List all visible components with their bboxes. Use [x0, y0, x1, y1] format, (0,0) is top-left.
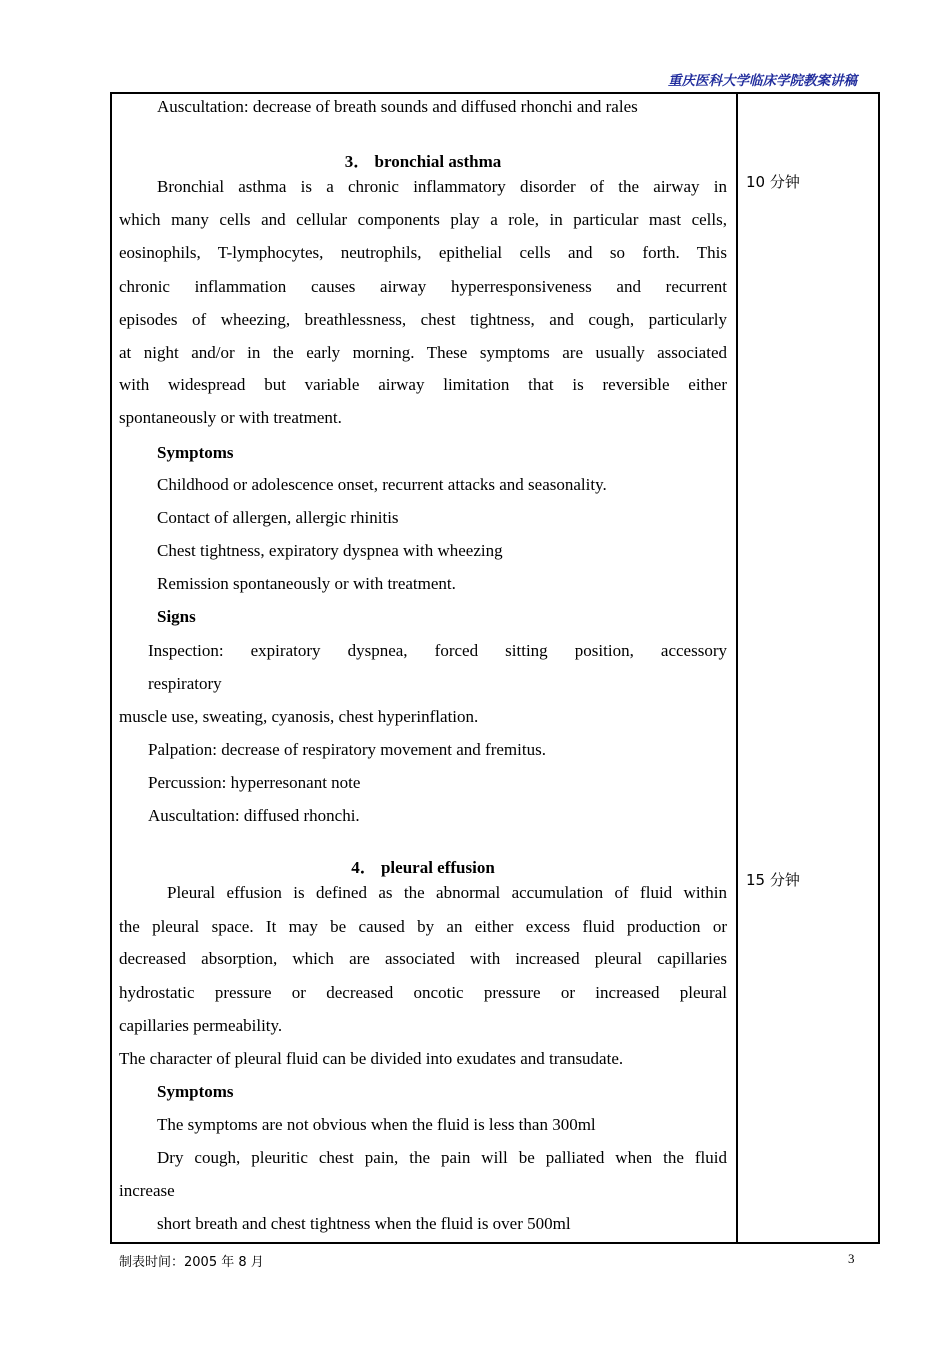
- symptoms-heading: Symptoms: [157, 1082, 234, 1101]
- sign-item: Auscultation: diffused rhonchi.: [148, 806, 360, 825]
- symptom-item: Remission spontaneously or with treatment.: [157, 574, 456, 593]
- paragraph-line: decreased absorption, which are associated with increased pleural capillaries: [119, 949, 727, 968]
- duration-label: 15 分钟: [746, 871, 800, 889]
- auscultation-line: Auscultation: decrease of breath sounds and diffused rhonchi and rales: [157, 97, 638, 116]
- symptom-item: short breath and chest tightness when the fluid is over 500ml: [157, 1214, 571, 1233]
- symptom-item: The symptoms are not obvious when the fluid is less than 300ml: [157, 1115, 596, 1134]
- footer-date: 制表时间：2005 年 8 月: [119, 1255, 264, 1270]
- paragraph-line: the pleural space. It may be caused by an either excess fluid production or: [119, 917, 727, 936]
- paragraph-line: which many cells and cellular components play a role, in particular mast cells,: [119, 210, 727, 229]
- column-divider: [736, 92, 738, 1244]
- paragraph-line: Bronchial asthma is a chronic inflammatory disorder of the airway in: [157, 177, 727, 196]
- sign-item: respiratory: [148, 674, 222, 693]
- symptom-item: Contact of allergen, allergic rhinitis: [157, 508, 399, 527]
- symptom-item: increase: [119, 1181, 175, 1200]
- symptom-item: Chest tightness, expiratory dyspnea with wheezing: [157, 541, 503, 560]
- lesson-table: [110, 92, 880, 1244]
- symptom-item: Childhood or adolescence onset, recurrent attacks and seasonality.: [157, 475, 607, 494]
- institution-header: 重庆医科大学临床学院教案讲稿: [668, 73, 857, 88]
- section-title-pleural-effusion: 4． pleural effusion: [351, 858, 495, 877]
- paragraph-line: spontaneously or with treatment.: [119, 408, 342, 427]
- symptom-item: Dry cough, pleuritic chest pain, the pain will be palliated when the fluid: [157, 1148, 727, 1167]
- paragraph-line: Pleural effusion is defined as the abnormal accumulation of fluid within: [167, 883, 727, 902]
- paragraph-line: The character of pleural fluid can be divided into exudates and transudate.: [119, 1049, 624, 1068]
- paragraph-line: episodes of wheezing, breathlessness, chest tightness, and cough, particularly: [119, 310, 727, 329]
- paragraph-line: hydrostatic pressure or decreased oncotic pressure or increased pleural: [119, 983, 727, 1002]
- symptoms-heading: Symptoms: [157, 443, 234, 462]
- sign-item: Percussion: hyperresonant note: [148, 773, 361, 792]
- paragraph-line: with widespread but variable airway limitation that is reversible either: [119, 375, 727, 394]
- section-title-asthma: 3． bronchial asthma: [344, 152, 502, 171]
- sign-item: Palpation: decrease of respiratory movement and fremitus.: [148, 740, 546, 759]
- duration-label: 10 分钟: [746, 173, 800, 191]
- paragraph-line: at night and/or in the early morning. These symptoms are usually associated: [119, 343, 727, 362]
- sign-item: Inspection: expiratory dyspnea, forced sitting position, accessory: [148, 641, 727, 660]
- paragraph-line: capillaries permeability.: [119, 1016, 283, 1035]
- page-number: 3: [848, 1251, 855, 1266]
- paragraph-line: eosinophils, T-lymphocytes, neutrophils, epithelial cells and so forth. This: [119, 243, 727, 262]
- paragraph-line: chronic inflammation causes airway hyperresponsiveness and recurrent: [119, 277, 727, 296]
- sign-item: muscle use, sweating, cyanosis, chest hyperinflation.: [119, 707, 479, 726]
- signs-heading: Signs: [157, 607, 196, 626]
